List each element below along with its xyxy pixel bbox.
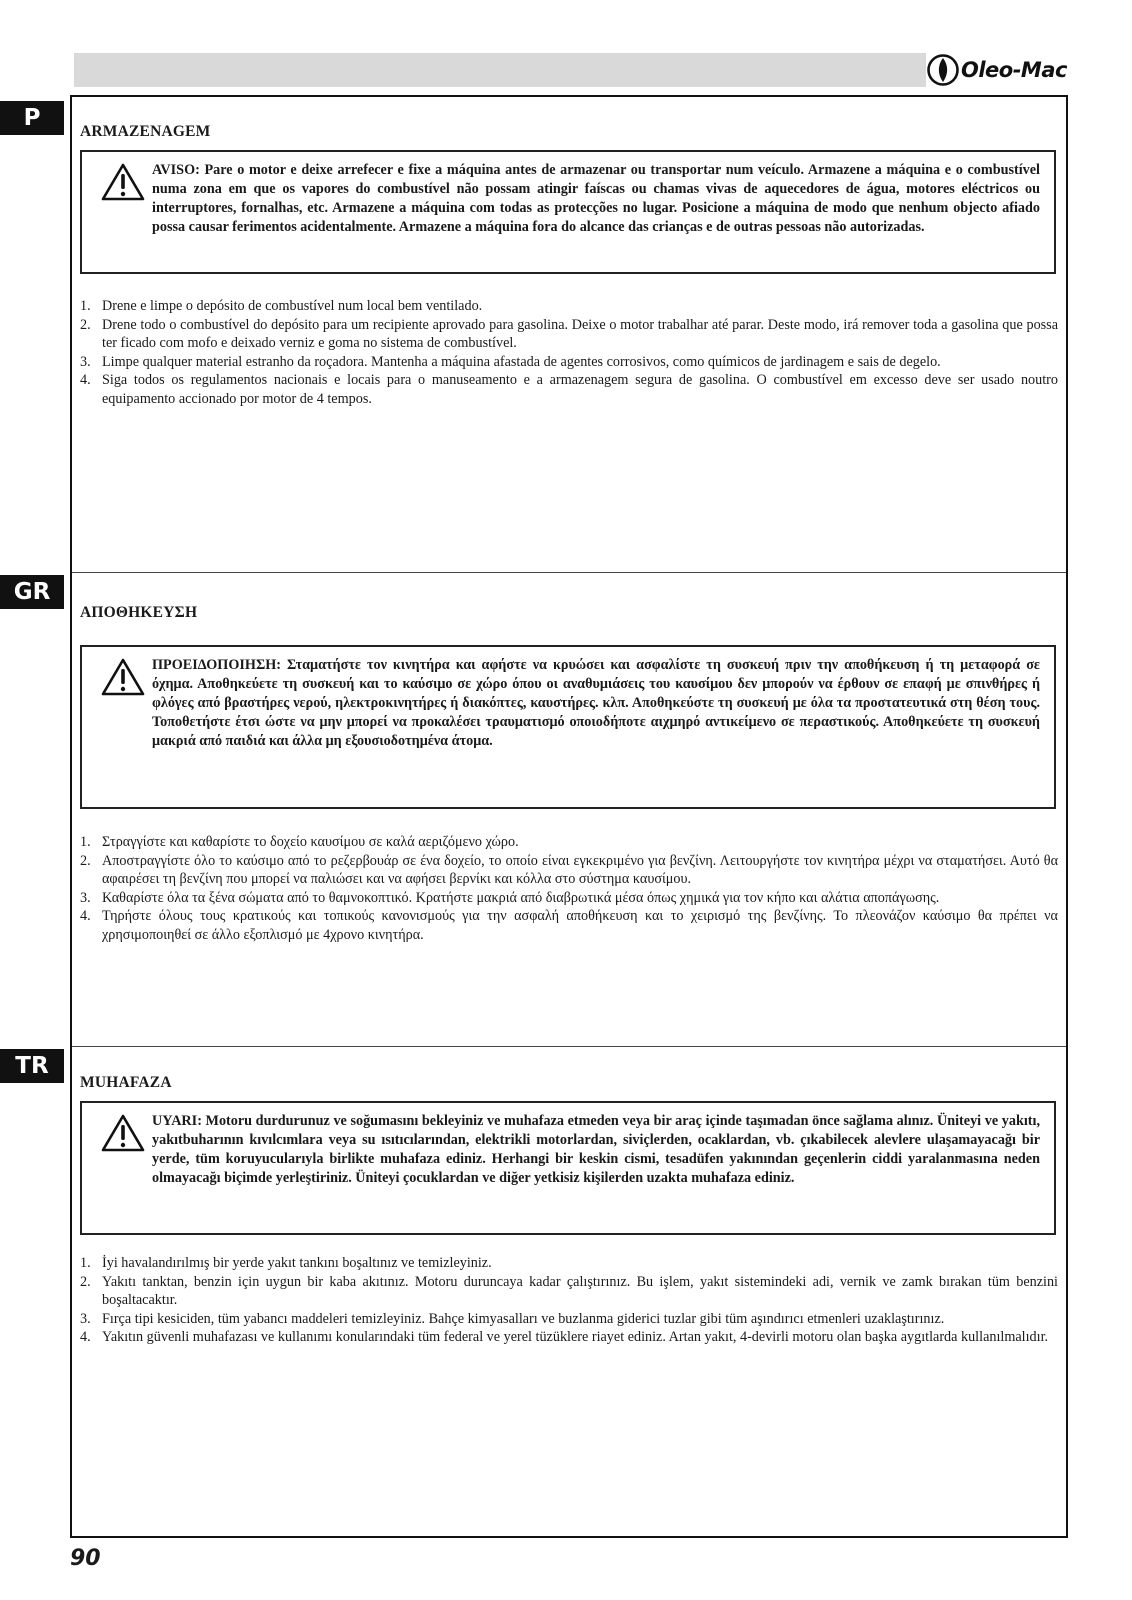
list-item [80,316,1058,353]
step-number: 4. [80,372,91,388]
step-text: Αποστραγγίστε όλο το καύσιμο από το ρεζερβουάρ σε ένα δοχείο, το οποίο είναι εγκεκριμένο για βενζίνη. Λειτουργήστε τον κινητήρα μέχρι να σταματήσει. Αυτό θα αφαιρέσει τη βενζίνη που μπορεί να παλιώσει και να αφήσει βερνίκι και κόλλα στο σύστημα καυσίμου. [102,852,1058,887]
lang-tab-tr: TR [0,1049,64,1083]
warning-triangle-icon [100,657,146,697]
step-number: 2. [80,316,91,333]
warning-text: UYARI: Motoru durdurunuz ve soğumasını bekleyiniz ve muhafaza etmeden veya bir araç içinde taşımadan önce sağlama alınız. Üniteyi ve yakıtı, yakıtbuharının kıvılcımlara veya su ısıtıcılarından, elektrikli motorlardan, siviçlerden, ocaklardan, vb. çıkabilecek alevlere ulaşamayacağı bir yerde, tüm koruyucularıyla birlikte muhafaza ediniz. Herhangi bir keskin cismi, tesadüfen yakınından geçenlerin ciddi yaralanmasına neden olmayacağı biçimde yerleştiriniz. Üniteyi çocuklardan ve diğer yetkisiz kişilerden uzakta muhafaza ediniz. [152,1113,1040,1186]
list-item [80,907,1058,944]
list-item [80,1273,1058,1310]
section-greek [80,603,1058,944]
step-number: 2. [80,1273,91,1290]
step-text: Τηρήστε όλους τους κρατικούς και τοπικούς κανονισμούς για την ασφαλή αποθήκευση και το χειρισμό της βενζίνης. Το πλεονάζον καύσιμο θα πρέπει να χρησιμοποιηθεί σε άλλο εξοπλισμό με 4χρονο κινητήρα. [102,908,1058,943]
steps-list [80,1254,1058,1347]
header-bar [74,53,926,87]
step-number: 2. [80,852,91,869]
list-item [80,833,1058,852]
warning-box [80,1101,1056,1235]
warning-text: AVISO: Pare o motor e deixe arrefecer e fixe a máquina antes de armazenar ou transportar num veículo. Armazene a máquina e o combustível numa zona em que os vapores do combustível não possam atingir faíscas ou chamas vivas de aquecedores de água, motores eléctricos ou interruptores, fornalhas, etc. Armazene a máquina com todas as protecções no lugar. Posicione a máquina de modo que nenhum objecto afiado possa causar ferimentos acidentalmente. Armazene a máquina fora do alcance das crianças e de outras pessoas não autorizadas. [152,162,1040,235]
step-text: Drene todo o combustível do depósito para um recipiente aprovado para gasolina. Deixe o motor trabalhar até parar. Deste modo, irá remover toda a gasolina que possa ter ficado com mofo e deixado verniz e goma no sistema de combustível. [102,316,1058,351]
section-title: ΑΠΟΘΗΚΕΥΣΗ [80,604,198,621]
list-item [80,889,1058,908]
step-number: 3. [80,1310,91,1327]
step-number: 3. [80,353,91,370]
section-divider [72,572,1066,573]
list-item [80,852,1058,889]
list-item [80,371,1058,408]
step-number: 1. [80,834,91,850]
warning-text: ΠΡΟΕΙΔΟΠΟΙΗΣΗ: Σταματήστε τον κινητήρα και αφήστε να κρυώσει και ασφαλίστε τη συσκευή πριν την αποθήκευση ή τη μεταφορά σε όχημα. Αποθηκεύετε τη συσκευή και το καύσιμο σε χώρο όπου οι αναθυμιάσεις του καυσίμου δεν μπορούν να έρθουν σε επαφή με σπινθήρες ή φλόγες από βραστήρες νερού, ηλεκτροκινητήρες ή διακόπτες, καυστήρες. κλπ. Αποθηκεύστε τη συσκευή με όλα τα προστατευτικά στη θέση τους. Τοποθετήστε έτσι ώστε να μην μπορεί να προκαλέσει τραυματισμό οποιοδήποτε αιχμηρό αντικείμενο σε περαστικούς. Αποθηκεύετε τη συσκευή μακριά από παιδιά και άλλα μη εξουσιοδοτημένα άτομα. [152,657,1040,749]
step-number: 3. [80,889,91,906]
list-item [80,1254,1058,1273]
list-item [80,1328,1058,1347]
lang-tab-gr: GR [0,575,64,609]
warning-triangle-icon [100,162,146,202]
lang-tab-p: P [0,101,64,135]
step-text: Στραγγίστε και καθαρίστε το δοχείο καυσίμου σε καλά αεριζόμενο χώρο. [102,834,519,850]
step-text: Fırça tipi kesiciden, tüm yabancı maddeleri temizleyiniz. Bahçe kimyasalları ve buzlanma giderici tuzlar gibi tüm aşındırıcı etmenleri uzaklaştırınız. [102,1310,945,1327]
steps-list [80,833,1058,944]
page-number: 90 [70,1546,101,1571]
list-item [80,1310,1058,1329]
step-text: Limpe qualquer material estranho da roçadora. Mantenha a máquina afastada de agentes corrosivos, como químicos de jardinagem e sais de degelo. [102,353,941,370]
step-text: Siga todos os regulamentos nacionais e locais para o manuseamento e a armazenagem segura de gasolina. O combustível em excesso deve ser usado noutro equipamento accionado por motor de 4 tempos. [102,372,1058,407]
steps-list [80,297,1058,408]
brand-name: Oleo-Mac [961,58,1067,82]
warning-box [80,150,1056,274]
step-text: Drene e limpe o depósito de combustível num local bem ventilado. [102,298,483,314]
warning-box [80,645,1056,809]
step-text: Yakıtın güvenli muhafazası ve kullanımı konularındaki tüm federal ve yerel tüzüklere riayet ediniz. Artan yakıt, 4-devirli motoru olan başka aygıtlarda kullanılmalıdır. [102,1329,1049,1345]
section-turkish [80,1073,1058,1347]
step-number: 1. [80,298,91,314]
step-text: İyi havalandırılmış bir yerde yakıt tankını boşaltınız ve temizleyiniz. [102,1255,492,1271]
list-item [80,353,1058,372]
oleo-mac-emblem-icon [926,53,960,87]
step-number: 1. [80,1255,91,1271]
section-portuguese [80,122,1058,408]
section-divider [72,1046,1066,1047]
step-number: 4. [80,908,91,924]
step-number: 4. [80,1329,91,1345]
step-text: Καθαρίστε όλα τα ξένα σώματα από το θαμνοκοπτικό. Κρατήστε μακριά από διαβρωτικά μέσα όπως χημικά για τον κήπο και αλάτια αποπάγωσης. [102,889,940,906]
warning-triangle-icon [100,1113,146,1153]
brand-logo [926,52,1070,88]
step-text: Yakıtı tanktan, benzin için uygun bir kaba akıtınız. Motoru duruncaya kadar çalıştırınız. Bu işlem, yakıt sistemindeki adi, vernik ve zamk bırakan tüm benzini boşaltacaktır. [102,1273,1058,1308]
section-title: MUHAFAZA [80,1074,172,1091]
list-item [80,297,1058,316]
section-title: ARMAZENAGEM [80,123,211,140]
